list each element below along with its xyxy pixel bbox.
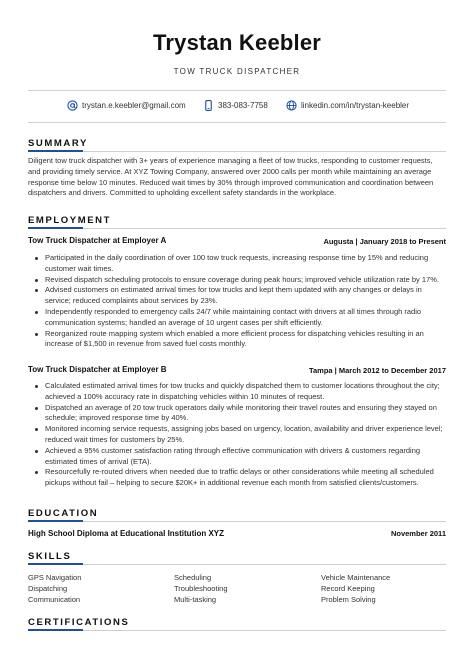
job-title-subtitle: TOW TRUCK DISPATCHER — [173, 67, 301, 76]
skill-item: Communication — [28, 595, 81, 604]
phone-text: 383-083-7758 — [218, 101, 268, 110]
summary-heading-accent — [28, 150, 83, 152]
candidate-name: Trystan Keebler — [152, 30, 322, 55]
employment-heading-accent — [28, 227, 83, 229]
job-title-employer-a: Tow Truck Dispatcher at Employer A — [28, 236, 167, 245]
education-heading-line — [28, 521, 446, 522]
skill-item: Dispatching — [28, 584, 68, 593]
job-title-employer-b: Tow Truck Dispatcher at Employer B — [28, 365, 167, 374]
linkedin-text: linkedin.com/in/trystan-keebler — [301, 101, 410, 110]
employment-heading-line — [28, 228, 446, 229]
job-meta-employer-a: Augusta | January 2018 to Present — [323, 237, 446, 246]
list-item: Calculated estimated arrival times for tow trucks and quickly dispatched them to customer locations throughout the city; achieved a 100% accuracy rate in dispatching vehicles within 10 minutes of request. — [28, 381, 446, 403]
skills-heading-line — [28, 564, 446, 565]
job-bullets-employer-b — [28, 381, 446, 489]
email-contact[interactable] — [67, 100, 197, 112]
summary-heading: SUMMARY — [28, 138, 88, 149]
education-degree: High School Diploma at Educational Institution XYZ — [28, 529, 225, 538]
education-heading: EDUCATION — [28, 508, 99, 519]
job-meta-employer-b: Tampa | March 2012 to December 2017 — [308, 366, 446, 375]
certifications-heading-line — [28, 630, 446, 631]
education-heading-accent — [28, 520, 83, 522]
list-item: Dispatched an average of 20 tow truck operators daily while monitoring their travel routes and ensuring they stayed on schedule; improved response time by 40%. — [28, 403, 446, 425]
skill-item: Vehicle Maintenance — [321, 573, 391, 582]
header-divider-top — [28, 90, 446, 91]
skill-item: Problem Solving — [321, 595, 376, 604]
list-item: Monitored incoming service requests, assigning jobs based on urgency, location, availability and driver experience level; reduced wait times for customers by 25%. — [28, 424, 446, 446]
list-item: Resourcefully re-routed drivers when needed due to traffic delays or other considerations while meeting all scheduled pickups without fail – helping to secure $20K+ in additional revenue each month from satisfied clients/customers. — [28, 467, 446, 489]
email-text: trystan.e.keebler@gmail.com — [82, 101, 186, 110]
at-icon — [67, 100, 78, 111]
globe-icon — [286, 100, 297, 111]
education-date: November 2011 — [390, 529, 446, 538]
list-item: Achieved a 95% customer satisfaction rating through effective communication with drivers & customers regarding estimated times of arrival (ETA). — [28, 446, 446, 468]
skills-heading: SKILLS — [28, 551, 72, 562]
contact-row — [0, 100, 474, 112]
list-item: Independently responded to emergency calls 24/7 while maintaining contact with drivers at all times through radio communication systems; handled an average of 10 urgent cases per shift efficiently. — [28, 307, 446, 329]
summary-heading-line — [28, 151, 446, 152]
skill-item: Troubleshooting — [174, 584, 228, 593]
list-item: Revised dispatch scheduling protocols to ensure coverage during peak hours; improved vehicle utilization rate by 17%. — [28, 275, 446, 286]
certifications-heading: CERTIFICATIONS — [28, 617, 130, 628]
list-item: Advised customers on estimated arrival times for tow trucks and kept them updated with any changes or delays in service; reduced complaints about services by 23%. — [28, 285, 446, 307]
list-item: Reorganized route mapping system which enabled a more efficient process for dispatching vehicles resulting in an increase of $1,500 in revenue from saved fuel costs monthly. — [28, 329, 446, 351]
linkedin-contact[interactable] — [286, 100, 416, 112]
employment-heading: EMPLOYMENT — [28, 215, 112, 226]
phone-icon — [203, 100, 214, 111]
phone-contact[interactable] — [203, 100, 278, 112]
certifications-heading-accent — [28, 629, 83, 631]
list-item: Participated in the daily coordination of over 100 tow truck requests, increasing response time by 15% and reducing customer wait times. — [28, 253, 446, 275]
summary-text: Diligent tow truck dispatcher with 3+ years of experience managing a fleet of tow trucks, responding to customer requests, and providing timely service. At XYZ Towing Company, answered over 2000 calls per month while maintaining an average response time below 10 minutes. Reduced wait times by 30% through improved communication and coordination between dispatchers and drivers. Committed to upholding excellent safety standards in the workplace. — [28, 156, 434, 198]
skill-item: GPS Navigation — [28, 573, 82, 582]
skill-item: Scheduling — [174, 573, 212, 582]
skills-heading-accent — [28, 563, 83, 565]
header-divider-bottom — [28, 122, 446, 123]
job-bullets-employer-a — [28, 253, 446, 350]
skill-item: Record Keeping — [321, 584, 375, 593]
skill-item: Multi-tasking — [174, 595, 217, 604]
